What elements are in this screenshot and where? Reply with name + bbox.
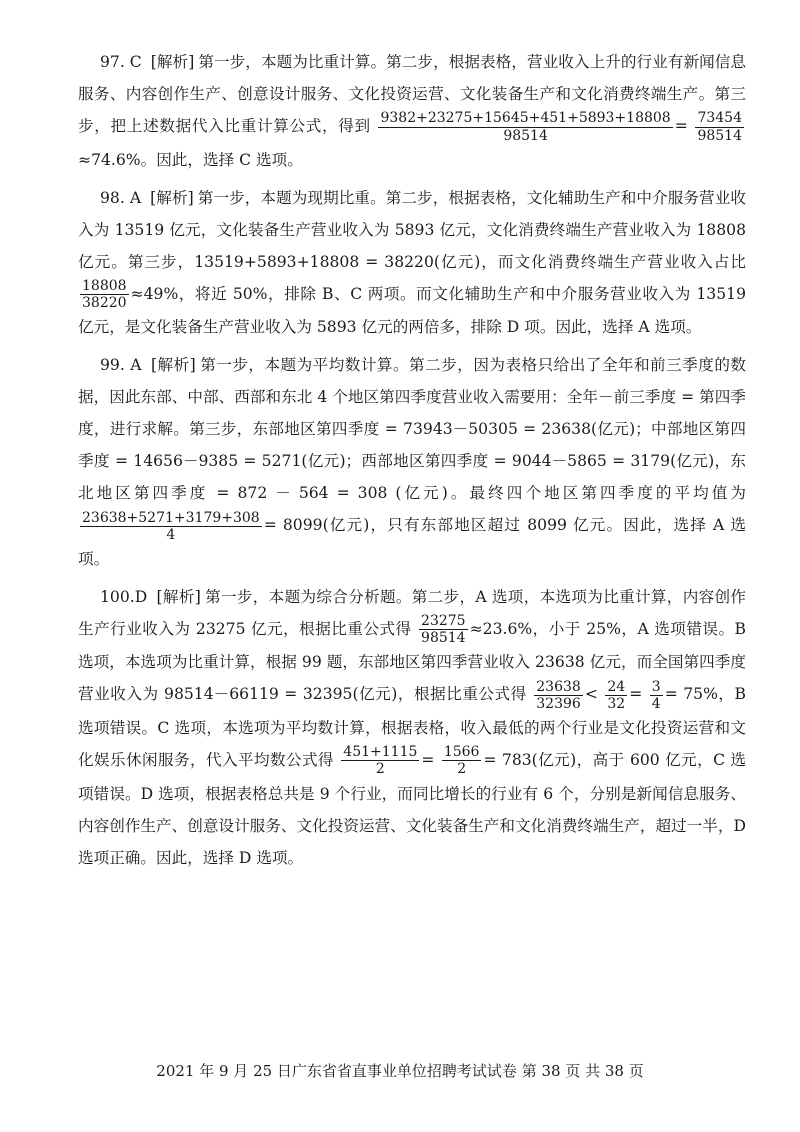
q100-fraction-c1-denominator: 2: [375, 761, 385, 778]
q100-fraction-c2: [442, 744, 482, 777]
q100-fraction-a: [419, 613, 468, 646]
q100-fraction-c1-numerator: 451+1115: [343, 744, 418, 761]
q100-fraction-b1: [534, 679, 583, 712]
q97-analysis-tag: [解析]: [150, 53, 195, 71]
q99-text-1: 第一步，本题为平均数计算。第二步，因为表格只给出了全年和前三季度的数据，因此东部、中部、西部和东北 4 个地区第四季度营业收入需要用：全年－前三季度 = 第四季度，进行求解。第三步，东部地区第四季度 = 73943－50305 = 23638(亿元)；中部地区第四季度 = 14656－9385 = 5271(亿元)；西部地区第四季度 = 9044－5865 = 3179(亿元)，东北地区第四季度 = 872 － 564 = 308 (亿元)。最终四个地区第四季度的平均值为: [78, 356, 746, 503]
q100-fraction-a-denominator: 98514: [421, 630, 466, 647]
q100-analysis-tag: [解析]: [156, 587, 201, 606]
q100-fraction-c1: [341, 744, 419, 777]
q97-fraction-2: [695, 110, 744, 143]
q99-analysis-tag: [解析]: [150, 356, 196, 375]
q98-text-2: ≈49%，将近 50%，排除 B、C 两项。而文化辅助生产和中介服务营业收入为 13519 亿元，是文化装备生产营业收入为 5893 亿元的两倍多，排除 D 项。因此，选择 A 选项。: [78, 284, 746, 337]
q97-fraction-2-denominator: 98514: [697, 127, 742, 144]
q98-number: 98. A: [100, 188, 142, 207]
q100-fraction-b3-denominator: 4: [651, 695, 661, 712]
q99-fraction-1: [80, 510, 262, 543]
q98-analysis-tag: [解析]: [150, 188, 194, 207]
q98-fraction-1-numerator: 18808: [82, 278, 127, 294]
q100-fraction-a-numerator: 23275: [421, 613, 466, 630]
q97-text-2: ≈74.6%。因此，选择 C 选项。: [78, 150, 303, 169]
q98-text-1: 第一步，本题为现期比重。第二步，根据表格，文化辅助生产和中介服务营业收入为 13519 亿元，文化装备生产营业收入为 5893 亿元，文化消费终端生产营业收入为 18808 亿元。第三步，13519+5893+18808 = 38220(亿元)，而文化消费终端生产营业收入占比: [78, 188, 746, 271]
q100-equals: =: [629, 685, 643, 704]
q100-fraction-b1-numerator: 23638: [536, 678, 581, 695]
q98-fraction-1-denominator: 38220: [82, 295, 127, 312]
q100-fraction-c2-numerator: 1566: [443, 744, 480, 761]
q97-number: 97. C: [100, 53, 142, 71]
q97-fraction-1-denominator: 98514: [503, 127, 548, 144]
q100-fraction-c2-denominator: 2: [457, 761, 467, 778]
q100-fraction-b1-denominator: 32396: [536, 695, 581, 712]
q98-explanation: [78, 182, 746, 344]
q100-fraction-b2-denominator: 32: [607, 695, 626, 712]
q97-explanation: [78, 46, 746, 176]
q97-fraction-2-numerator: 73454: [697, 110, 742, 127]
q99-fraction-1-numerator: 23638+5271+3179+308: [82, 509, 260, 526]
q100-fraction-b3: [650, 679, 663, 712]
q100-fraction-b2: [605, 679, 627, 712]
q98-fraction-1: [80, 278, 129, 311]
q100-explanation: [78, 581, 746, 874]
q99-text-2: = 8099(亿元)，只有东部地区超过 8099 亿元。因此，选择 A 选项。: [78, 516, 746, 568]
q97-fraction-1-numerator: 9382+23275+15645+451+5893+18808: [380, 110, 671, 127]
q97-equals: =: [674, 117, 688, 135]
q97-fraction-1: [378, 110, 672, 143]
q99-explanation: [78, 349, 746, 575]
page-footer: 2021 年 9 月 25 日广东省省直事业单位招聘考试试卷 第 38 页 共 38 页: [156, 1062, 644, 1080]
q100-equals-2: =: [421, 750, 435, 769]
q100-text-4: = 783(亿元)，高于 600 亿元，C 选项错误。D 选项，根据表格总共是 9 个行业，而同比增长的行业有 6 个，分别是新闻信息服务、内容创作生产、创意设计服务、文化投资运营、文化装备生产和文化消费终端生产，超过一半，D 选项正确。因此，选择 D 选项。: [78, 750, 746, 867]
q100-fraction-b2-numerator: 24: [607, 678, 626, 695]
q99-fraction-1-denominator: 4: [166, 526, 176, 543]
q100-number: 100.D: [100, 587, 148, 606]
q99-number: 99. A: [100, 356, 142, 375]
q100-text-1: 第一步，本题为综合分析题。第二步，A 选项，本选项为比重计算，内容创作生产行业收入为 23275 亿元，根据比重公式得: [78, 587, 746, 638]
q100-less-than: <: [584, 685, 598, 704]
q97-text-1: 第一步，本题为比重计算。第二步，根据表格，营业收入上升的行业有新闻信息服务、内容创作生产、创意设计服务、文化投资运营、文化装备生产和文化消费终端生产。第三步，把上述数据代入比重计算公式，得到: [78, 53, 746, 135]
q100-text-3: = 75%，B 选项错误。C 选项，本选项为平均数计算，根据表格，收入最低的两个行业是文化投资运营和文化娱乐休闲服务，代入平均数公式得: [78, 685, 746, 769]
q100-text-2: ≈23.6%，小于 25%，A 选项错误。B 选项，本选项为比重计算，根据 99 题，东部地区第四季营业收入 23638 亿元，而全国第四季度营业收入为 98514－66119 = 32395(亿元)，根据比重公式得: [78, 619, 746, 704]
q100-fraction-b3-numerator: 3: [651, 678, 661, 695]
answer-explanations: [78, 46, 746, 874]
